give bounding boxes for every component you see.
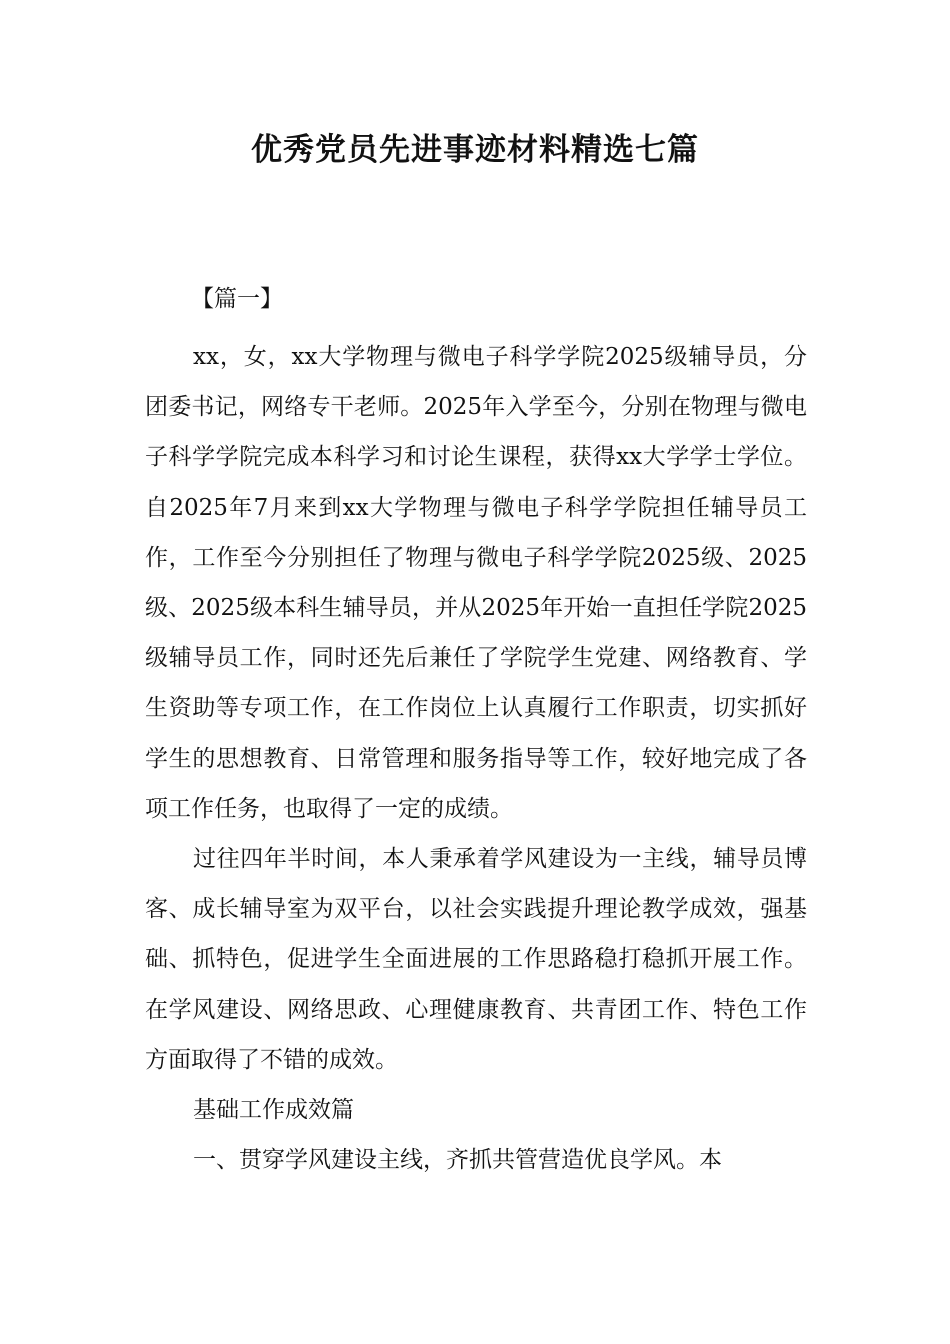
document-title: 优秀党员先进事迹材料精选七篇 <box>251 132 699 168</box>
paragraph-1: xx，女，xx大学物理与微电子科学学院2025级辅导员，分团委书记，网络专干老师。2025年入学至今，分别在物理与微电子科学学院完成本科学习和讨论生课程，获得xx大学学士学位。自2025年7月来到xx大学物理与微电子科学学院担任辅导员工作，工作至今分别担任了物理与微电子科学学院2025级、2025级、2025级本科生辅导员，并从2025年开始一直担任学院2025级辅导员工作，同时还先后兼任了学院学生党建、网络教育、学生资助等专项工作，在工作岗位上认真履行工作职责，切实抓好学生的思想教育、日常管理和服务指导等工作，较好地完成了各项工作任务，也取得了一定的成绩。 <box>145 344 807 822</box>
subheading: 基础工作成效篇 <box>193 1097 354 1124</box>
paragraph-3: 一、贯穿学风建设主线，齐抓共管营造优良学风。本 <box>193 1147 722 1174</box>
section-label: 【篇一】 <box>191 286 283 312</box>
paragraph-2: 过往四年半时间，本人秉承着学风建设为一主线，辅导员博客、成长辅导室为双平台，以社会实践提升理论教学成效，强基础、抓特色，促进学生全面进展的工作思路稳打稳抓开展工作。在学风建设、网络思政、心理健康教育、共青团工作、特色工作方面取得了不错的成效。 <box>145 846 807 1073</box>
document-body <box>145 280 807 1185</box>
